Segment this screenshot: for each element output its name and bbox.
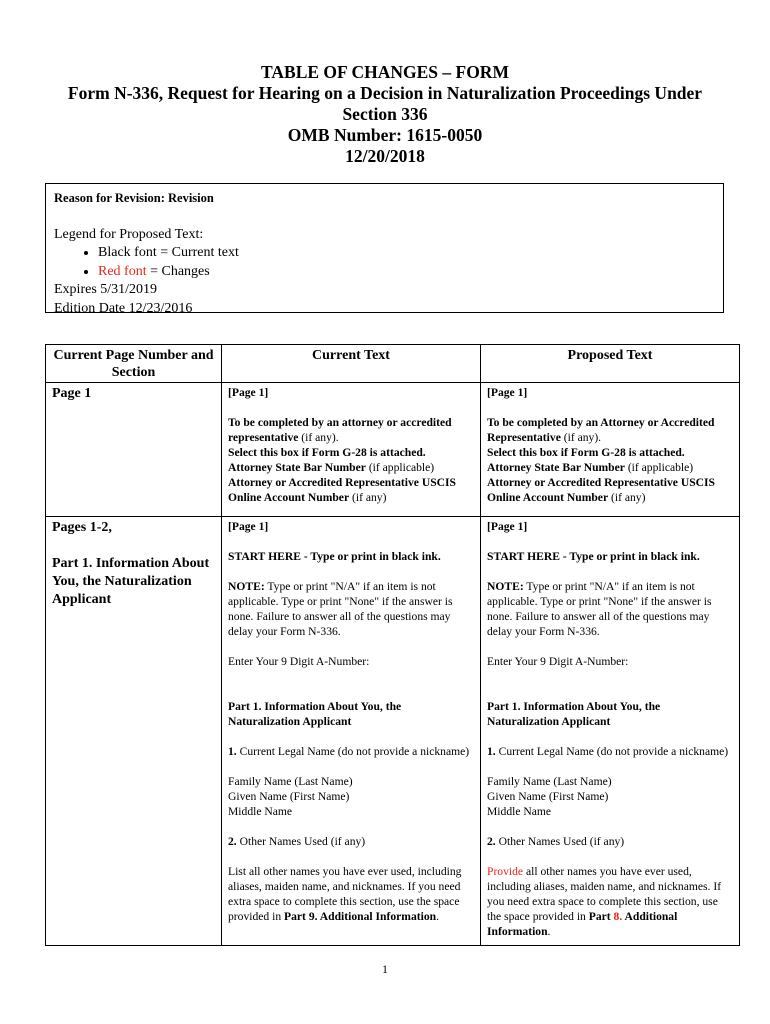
table-header-row <box>46 345 740 383</box>
title-line-3: Section 336 <box>342 104 428 124</box>
text: Other Names Used (if any) <box>236 835 366 848</box>
header-current-text: Current Text <box>222 345 481 383</box>
table-row <box>46 383 740 517</box>
text: Part <box>588 910 611 923</box>
text: Attorney or Accredited Representative USCIS Online Account Number <box>228 476 456 504</box>
text: Given Name (First Name) <box>487 790 609 803</box>
legend-red-word: Red font <box>98 263 147 279</box>
text: Type or print "N/A" if an item is not applicable. Type or print "None" if the answer is none. Failure to answer all of the questions may delay your Form N-336. <box>228 580 453 638</box>
row2-proposed-names <box>487 774 733 819</box>
row2-proposed-anumber: Enter Your 9 Digit A-Number: <box>487 655 629 668</box>
row2-current <box>222 517 481 946</box>
row2-current-q2 <box>228 834 474 849</box>
text: . <box>436 910 439 923</box>
text: To be completed by an Attorney or Accredited Representative <box>487 416 715 444</box>
row1-current-body <box>228 415 474 505</box>
text: 1. <box>487 745 496 758</box>
revision-box <box>45 183 724 316</box>
text: Current Legal Name (do not provide a nickname) <box>236 745 470 758</box>
text: Family Name (Last Name) <box>487 775 612 788</box>
header-page-section: Current Page Number and Section <box>46 345 222 383</box>
text: Select this box if Form G-28 is attached. <box>487 446 685 459</box>
text: 2. <box>487 835 496 848</box>
title-line-1: TABLE OF CHANGES – FORM <box>261 62 509 82</box>
header-proposed-text: Proposed Text <box>481 345 740 383</box>
text: List <box>228 865 247 878</box>
edition-date: Edition Date 12/23/2016 <box>54 300 193 316</box>
page-number: 1 <box>382 962 388 976</box>
row1-current <box>222 383 481 517</box>
text: 2. <box>228 835 237 848</box>
text: Additional Information <box>317 910 437 923</box>
text: Current Legal Name (do not provide a nickname) <box>495 745 729 758</box>
text: Select this box if Form G-28 is attached. <box>228 446 426 459</box>
text: Additional Information <box>487 910 678 938</box>
text: Given Name (First Name) <box>228 790 350 803</box>
title-omb-number: OMB Number: 1615-0050 <box>287 125 483 145</box>
legend <box>54 226 715 319</box>
text: 1. <box>228 745 237 758</box>
row2-current-note <box>228 579 474 639</box>
row2-proposed-list <box>487 864 733 939</box>
row2-current-part1: Part 1. Information About You, the Naturalization Applicant <box>228 700 402 728</box>
legend-list <box>54 244 715 281</box>
row2-current-page: [Page 1] <box>228 520 269 533</box>
text: all other names you have ever used, including aliases, maiden name, and nicknames. If you need extra space to complete this section, use the space provided in <box>228 865 462 923</box>
expires-date: Expires 5/31/2019 <box>54 282 158 297</box>
text: (if applicable) <box>365 461 435 474</box>
legend-title: Legend for Proposed Text: <box>54 226 204 242</box>
row2-proposed-part1: Part 1. Information About You, the Naturalization Applicant <box>487 700 661 728</box>
row2-current-names <box>228 774 474 819</box>
row2-proposed-q1 <box>487 744 733 759</box>
row2-current-anumber: Enter Your 9 Digit A-Number: <box>228 655 370 668</box>
text: Other Names Used (if any) <box>495 835 625 848</box>
text: To be completed by an attorney or accredited representative <box>228 416 452 444</box>
title-line-2: Form N-336, Request for Hearing on a Decision in Naturalization Proceedings Under <box>67 83 703 103</box>
legend-item-black <box>98 244 715 263</box>
row2-section <box>46 517 222 946</box>
row1-section <box>46 383 222 517</box>
text: all other names you have ever used, including aliases, maiden name, and nicknames. If you need extra space to complete this section, use the space provided in <box>487 865 722 923</box>
changes-table <box>45 344 740 946</box>
legend-red-rest: = Changes <box>146 263 210 279</box>
title-date: 12/20/2018 <box>345 146 425 166</box>
row2-current-q1 <box>228 744 474 759</box>
row1-section-label: Page 1 <box>52 386 92 401</box>
text: Attorney or Accredited Representative USCIS Online Account Number <box>487 476 715 504</box>
changed-text: Provide <box>487 865 524 878</box>
row2-section-part: Part 1. Information About You, the Naturalization Applicant <box>52 556 210 607</box>
row2-proposed-note <box>487 579 733 639</box>
row1-proposed <box>481 383 740 517</box>
row1-proposed-body <box>487 415 733 505</box>
text: Part <box>284 910 306 923</box>
table-row <box>46 517 740 946</box>
row1-current-page: [Page 1] <box>228 386 269 399</box>
row2-current-start: START HERE - Type or print in black ink. <box>228 550 441 563</box>
text: NOTE: <box>487 580 524 593</box>
row2-proposed <box>481 517 740 946</box>
text: Middle Name <box>228 805 293 818</box>
text: NOTE: <box>228 580 265 593</box>
text: (if any). <box>560 431 602 444</box>
legend-item-red <box>98 263 715 282</box>
changed-text: 8. <box>613 910 623 923</box>
text: Attorney State Bar Number <box>228 461 366 474</box>
text: (if applicable) <box>624 461 694 474</box>
text: (if any). <box>298 431 339 444</box>
document-title <box>40 62 730 167</box>
row2-current-list <box>228 864 474 924</box>
text: Attorney State Bar Number <box>487 461 625 474</box>
row2-proposed-start: START HERE - Type or print in black ink. <box>487 550 700 563</box>
text: (if any) <box>349 491 387 504</box>
text: Middle Name <box>487 805 552 818</box>
row1-proposed-page: [Page 1] <box>487 386 528 399</box>
row2-proposed-page: [Page 1] <box>487 520 528 533</box>
text: Type or print "N/A" if an item is not applicable. Type or print "None" if the answer is none. Failure to answer all of the questions may delay your Form N-336. <box>487 580 712 638</box>
text: . <box>547 925 551 938</box>
legend-black-text: Black font = Current text <box>98 245 239 260</box>
reason-for-revision: Reason for Revision: Revision <box>54 191 214 205</box>
text: 9. <box>308 910 318 923</box>
text: Family Name (Last Name) <box>228 775 353 788</box>
text: (if any) <box>608 491 646 504</box>
row2-proposed-q2 <box>487 834 733 849</box>
row2-section-pages: Pages 1-2, <box>52 520 112 535</box>
